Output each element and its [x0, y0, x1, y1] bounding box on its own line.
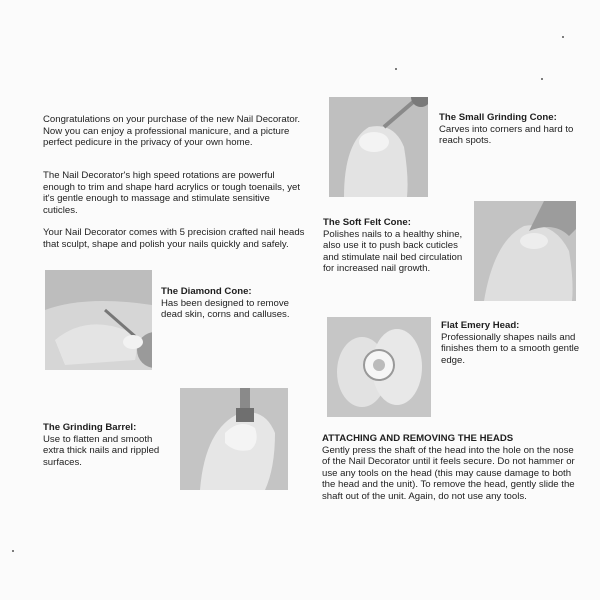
- small-grinding-cone-title: The Small Grinding Cone:: [439, 112, 557, 123]
- soft-felt-cone-photo: [474, 201, 576, 301]
- intro-paragraph-2: The Nail Decorator's high speed rotations are powerful enough to trim and shape hard acrylics or tough toenails, yet it's gentle enough to massage and stimulate sensitive cuticles.: [43, 170, 301, 216]
- grinding-barrel-description: [43, 422, 173, 468]
- scan-speck: [395, 68, 397, 70]
- flat-emery-head-text: Professionally shapes nails and finishes them to a smooth gentle edge.: [441, 331, 580, 366]
- flat-emery-head-description: [441, 320, 586, 366]
- diamond-cone-description: [161, 286, 291, 321]
- scan-speck: [541, 78, 543, 80]
- attaching-title: ATTACHING AND REMOVING THE HEADS: [322, 433, 514, 444]
- small-grinding-cone-text: Carves into corners and hard to reach spots.: [439, 123, 574, 147]
- small-grinding-cone-description: [439, 112, 579, 147]
- grinding-barrel-title: The Grinding Barrel:: [43, 422, 137, 433]
- diamond-cone-title: The Diamond Cone:: [161, 286, 252, 297]
- intro-paragraph-3: Your Nail Decorator comes with 5 precision crafted nail heads that sculpt, shape and polish your nails quickly and safely.: [43, 227, 305, 250]
- soft-felt-cone-title: The Soft Felt Cone:: [323, 217, 411, 228]
- diamond-cone-text: Has been designed to remove dead skin, corns and calluses.: [161, 297, 290, 321]
- flat-emery-head-title: Flat Emery Head:: [441, 320, 520, 331]
- soft-felt-cone-description: [323, 217, 463, 275]
- grinding-barrel-text: Use to flatten and smooth extra thick nails and rippled surfaces.: [43, 433, 160, 468]
- soft-felt-cone-text: Polishes nails to a healthy shine, also use it to push back cuticles and stimulate nail bed circulation for increased nail growth.: [323, 228, 463, 275]
- scan-speck: [562, 36, 564, 38]
- attaching-section: [322, 433, 580, 503]
- intro-paragraph-1: Congratulations on your purchase of the new Nail Decorator. Now you can enjoy a professional manicure, and a picture perfect pedicure in the privacy of your own home.: [43, 114, 301, 149]
- flat-emery-head-photo: [327, 317, 431, 417]
- attaching-text: Gently press the shaft of the head into the hole on the nose of the Nail Decorator until it feels secure. Do not hammer or use any tools on the head (this may cause damage to both the head and the unit). To remove the head, gently slide the shaft out of the unit. Again, do not use any tools.: [322, 444, 575, 502]
- diamond-cone-photo: [45, 270, 152, 370]
- grinding-barrel-photo: [180, 388, 288, 490]
- small-grinding-cone-photo: [329, 97, 428, 197]
- scan-speck: [12, 550, 14, 552]
